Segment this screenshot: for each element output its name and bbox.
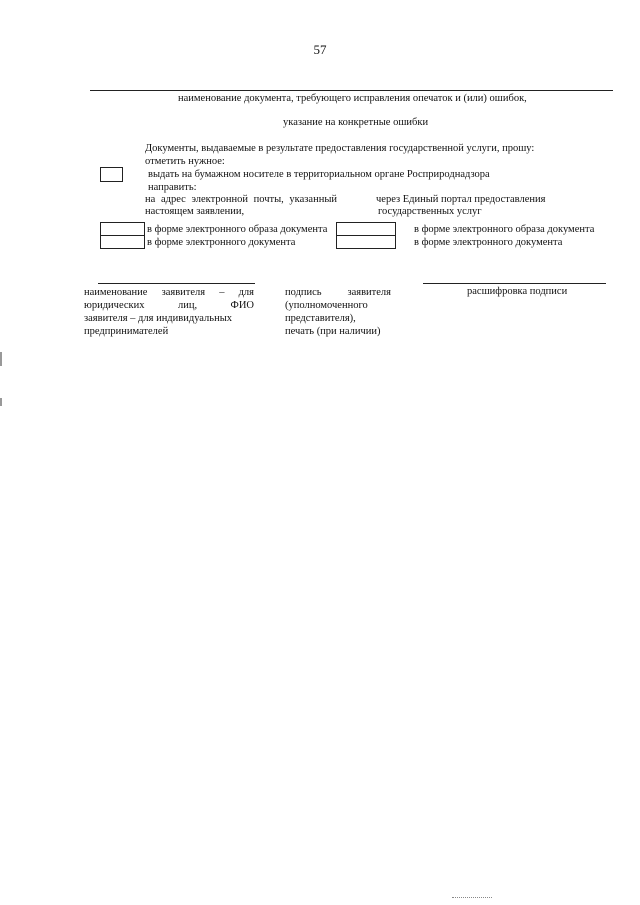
email-option-label-l1: на адрес электронной почты, указанный bbox=[145, 194, 337, 205]
paper-option-label: выдать на бумажном носителе в территориальном органе Росприроднадзора bbox=[148, 169, 490, 180]
errors-caption: указание на конкретные ошибки bbox=[283, 117, 429, 128]
scan-edge-mark bbox=[0, 398, 2, 406]
document-name-caption: наименование документа, требующего исправления опечаток и (или) ошибок, bbox=[178, 93, 527, 104]
signature-caption bbox=[285, 286, 391, 338]
signature-line-3: представителя), bbox=[285, 313, 356, 324]
portal-option-label-l1: через Единый портал предоставления bbox=[376, 194, 546, 205]
applicant-name-line-2: юридических лиц, ФИО bbox=[84, 300, 254, 311]
portal-image-checkbox[interactable] bbox=[336, 222, 396, 236]
portal-option-label-l2: государственных услуг bbox=[378, 206, 482, 217]
send-label: направить: bbox=[148, 182, 197, 193]
decoding-caption: расшифровка подписи bbox=[467, 286, 568, 297]
email-image-checkbox[interactable] bbox=[100, 222, 145, 236]
email-document-checkbox[interactable] bbox=[100, 235, 145, 249]
email-image-label: в форме электронного образа документа bbox=[147, 224, 328, 235]
email-document-label: в форме электронного документа bbox=[147, 237, 296, 248]
scan-edge-mark bbox=[0, 352, 2, 366]
applicant-name-caption bbox=[84, 286, 254, 338]
signature-line-1: подпись заявителя bbox=[285, 287, 391, 298]
email-option-label-l2: настоящем заявлении, bbox=[145, 206, 245, 217]
applicant-name-line-3: заявителя – для индивидуальных bbox=[84, 313, 233, 324]
request-mark-hint: отметить нужное: bbox=[145, 156, 225, 167]
page-number: 57 bbox=[313, 42, 327, 57]
applicant-name-line bbox=[98, 283, 255, 284]
applicant-name-line-4: предпринимателей bbox=[84, 326, 169, 337]
applicant-name-line-1: наименование заявителя – для bbox=[84, 287, 254, 298]
portal-image-label: в форме электронного образа документа bbox=[414, 224, 595, 235]
signature-line-2: (уполномоченного bbox=[285, 300, 368, 311]
document-name-line bbox=[90, 90, 613, 91]
portal-document-label: в форме электронного документа bbox=[414, 237, 563, 248]
scan-dots bbox=[452, 897, 492, 898]
paper-option-checkbox[interactable] bbox=[100, 167, 123, 182]
decoding-line bbox=[423, 283, 606, 284]
signature-line-4: печать (при наличии) bbox=[285, 326, 381, 337]
request-intro: Документы, выдаваемые в результате предоставления государственной услуги, прошу: bbox=[145, 143, 535, 154]
portal-document-checkbox[interactable] bbox=[336, 235, 396, 249]
